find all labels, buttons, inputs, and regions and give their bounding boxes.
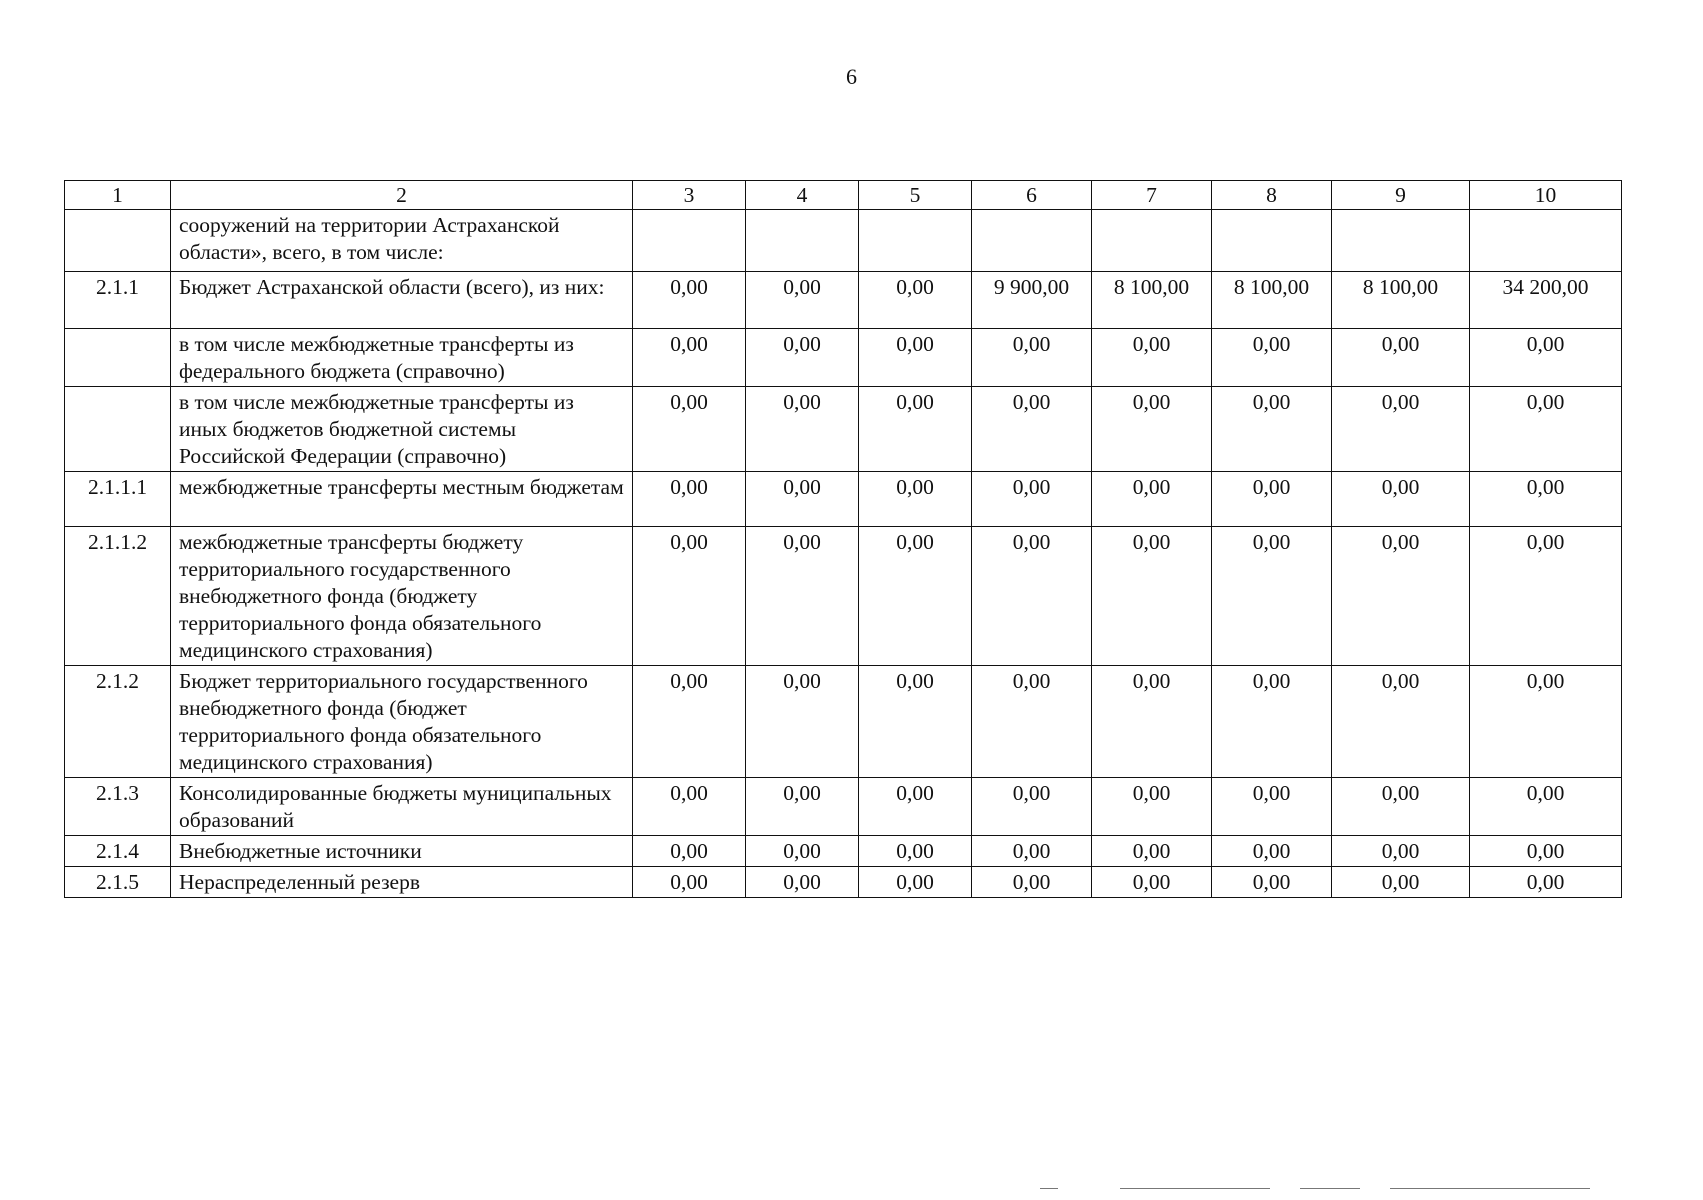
column-header: 3 <box>633 181 746 210</box>
cell-value: 0,00 <box>859 329 972 387</box>
column-header: 8 <box>1212 181 1332 210</box>
column-header: 2 <box>171 181 633 210</box>
cell-value: 0,00 <box>633 778 746 836</box>
row-label: Бюджет территориального государственного внебюджетного фонда (бюджет территориального фонда обязательного медицинского страхования) <box>171 666 633 778</box>
cell-value <box>859 210 972 272</box>
cell-value <box>633 210 746 272</box>
cell-value: 0,00 <box>859 387 972 472</box>
scan-artifact-lines <box>1040 1188 1600 1192</box>
cell-value: 0,00 <box>1332 666 1470 778</box>
cell-value: 0,00 <box>1092 867 1212 898</box>
cell-value: 0,00 <box>1470 387 1622 472</box>
cell-value: 0,00 <box>1470 329 1622 387</box>
row-label: Внебюджетные источники <box>171 836 633 867</box>
cell-value: 0,00 <box>1212 472 1332 527</box>
cell-value: 0,00 <box>1092 527 1212 666</box>
row-label: Нераспределенный резерв <box>171 867 633 898</box>
cell-value: 0,00 <box>972 867 1092 898</box>
cell-value: 0,00 <box>633 666 746 778</box>
cell-value: 8 100,00 <box>1332 272 1470 329</box>
row-code <box>65 210 171 272</box>
cell-value: 0,00 <box>633 836 746 867</box>
cell-value: 0,00 <box>972 778 1092 836</box>
cell-value: 0,00 <box>633 387 746 472</box>
table-row <box>65 836 1622 867</box>
cell-value: 0,00 <box>1212 387 1332 472</box>
row-code: 2.1.1 <box>65 272 171 329</box>
table-row <box>65 329 1622 387</box>
cell-value <box>1332 210 1470 272</box>
cell-value: 0,00 <box>1092 472 1212 527</box>
cell-value: 0,00 <box>1332 472 1470 527</box>
row-code: 2.1.1.2 <box>65 527 171 666</box>
cell-value: 0,00 <box>746 666 859 778</box>
cell-value: 0,00 <box>1212 666 1332 778</box>
cell-value: 0,00 <box>859 836 972 867</box>
cell-value: 0,00 <box>1332 867 1470 898</box>
cell-value: 0,00 <box>1470 666 1622 778</box>
column-header: 5 <box>859 181 972 210</box>
cell-value: 0,00 <box>1332 836 1470 867</box>
row-code <box>65 329 171 387</box>
budget-table <box>64 180 1622 898</box>
cell-value: 0,00 <box>746 472 859 527</box>
row-code: 2.1.5 <box>65 867 171 898</box>
cell-value: 0,00 <box>859 867 972 898</box>
table-row <box>65 778 1622 836</box>
cell-value: 0,00 <box>1470 527 1622 666</box>
cell-value: 0,00 <box>633 527 746 666</box>
cell-value: 0,00 <box>1092 836 1212 867</box>
cell-value: 34 200,00 <box>1470 272 1622 329</box>
cell-value: 8 100,00 <box>1092 272 1212 329</box>
column-header: 1 <box>65 181 171 210</box>
cell-value: 0,00 <box>1092 778 1212 836</box>
cell-value: 0,00 <box>1332 329 1470 387</box>
cell-value: 0,00 <box>746 387 859 472</box>
table-body <box>65 181 1622 898</box>
column-header: 10 <box>1470 181 1622 210</box>
row-code: 2.1.2 <box>65 666 171 778</box>
row-label: межбюджетные трансферты бюджету территориального государственного внебюджетного фонда (бюджету территориального фонда обязательного медицинского страхования) <box>171 527 633 666</box>
cell-value: 0,00 <box>1332 778 1470 836</box>
cell-value: 0,00 <box>633 472 746 527</box>
table-row <box>65 472 1622 527</box>
cell-value: 0,00 <box>859 666 972 778</box>
row-code <box>65 387 171 472</box>
row-label: в том числе межбюджетные трансферты из иных бюджетов бюджетной системы Российской Федерации (справочно) <box>171 387 633 472</box>
cell-value: 9 900,00 <box>972 272 1092 329</box>
table-row <box>65 867 1622 898</box>
table-header-row <box>65 181 1622 210</box>
cell-value: 0,00 <box>1470 778 1622 836</box>
cell-value: 0,00 <box>746 836 859 867</box>
cell-value: 0,00 <box>972 472 1092 527</box>
row-code: 2.1.3 <box>65 778 171 836</box>
cell-value: 0,00 <box>1332 387 1470 472</box>
cell-value: 0,00 <box>1092 387 1212 472</box>
cell-value: 0,00 <box>1470 472 1622 527</box>
budget-table-wrapper <box>64 180 1622 898</box>
row-label: Консолидированные бюджеты муниципальных образований <box>171 778 633 836</box>
column-header: 6 <box>972 181 1092 210</box>
cell-value: 0,00 <box>859 778 972 836</box>
cell-value: 0,00 <box>1212 527 1332 666</box>
cell-value: 8 100,00 <box>1212 272 1332 329</box>
cell-value: 0,00 <box>859 527 972 666</box>
page-number: 6 <box>846 64 857 89</box>
table-row <box>65 387 1622 472</box>
cell-value: 0,00 <box>1092 666 1212 778</box>
cell-value <box>1092 210 1212 272</box>
row-code: 2.1.1.1 <box>65 472 171 527</box>
row-label: Бюджет Астраханской области (всего), из них: <box>171 272 633 329</box>
cell-value: 0,00 <box>972 329 1092 387</box>
cell-value <box>1470 210 1622 272</box>
table-row <box>65 666 1622 778</box>
column-header: 4 <box>746 181 859 210</box>
table-row <box>65 210 1622 272</box>
cell-value: 0,00 <box>859 472 972 527</box>
cell-value: 0,00 <box>1212 778 1332 836</box>
row-label: сооружений на территории Астраханской области», всего, в том числе: <box>171 210 633 272</box>
row-label: межбюджетные трансферты местным бюджетам <box>171 472 633 527</box>
row-label: в том числе межбюджетные трансферты из федерального бюджета (справочно) <box>171 329 633 387</box>
cell-value: 0,00 <box>746 867 859 898</box>
cell-value: 0,00 <box>746 272 859 329</box>
cell-value: 0,00 <box>1470 836 1622 867</box>
cell-value: 0,00 <box>972 387 1092 472</box>
cell-value <box>972 210 1092 272</box>
column-header: 9 <box>1332 181 1470 210</box>
column-header: 7 <box>1092 181 1212 210</box>
table-row <box>65 527 1622 666</box>
cell-value: 0,00 <box>972 836 1092 867</box>
table-row <box>65 272 1622 329</box>
cell-value: 0,00 <box>1212 867 1332 898</box>
cell-value: 0,00 <box>1212 329 1332 387</box>
cell-value: 0,00 <box>859 272 972 329</box>
cell-value: 0,00 <box>633 329 746 387</box>
cell-value: 0,00 <box>633 272 746 329</box>
cell-value: 0,00 <box>1470 867 1622 898</box>
cell-value: 0,00 <box>1212 836 1332 867</box>
cell-value: 0,00 <box>1332 527 1470 666</box>
cell-value: 0,00 <box>746 778 859 836</box>
cell-value: 0,00 <box>972 527 1092 666</box>
cell-value: 0,00 <box>972 666 1092 778</box>
row-code: 2.1.4 <box>65 836 171 867</box>
cell-value: 0,00 <box>746 527 859 666</box>
cell-value: 0,00 <box>746 329 859 387</box>
cell-value <box>1212 210 1332 272</box>
cell-value <box>746 210 859 272</box>
cell-value: 0,00 <box>1092 329 1212 387</box>
cell-value: 0,00 <box>633 867 746 898</box>
